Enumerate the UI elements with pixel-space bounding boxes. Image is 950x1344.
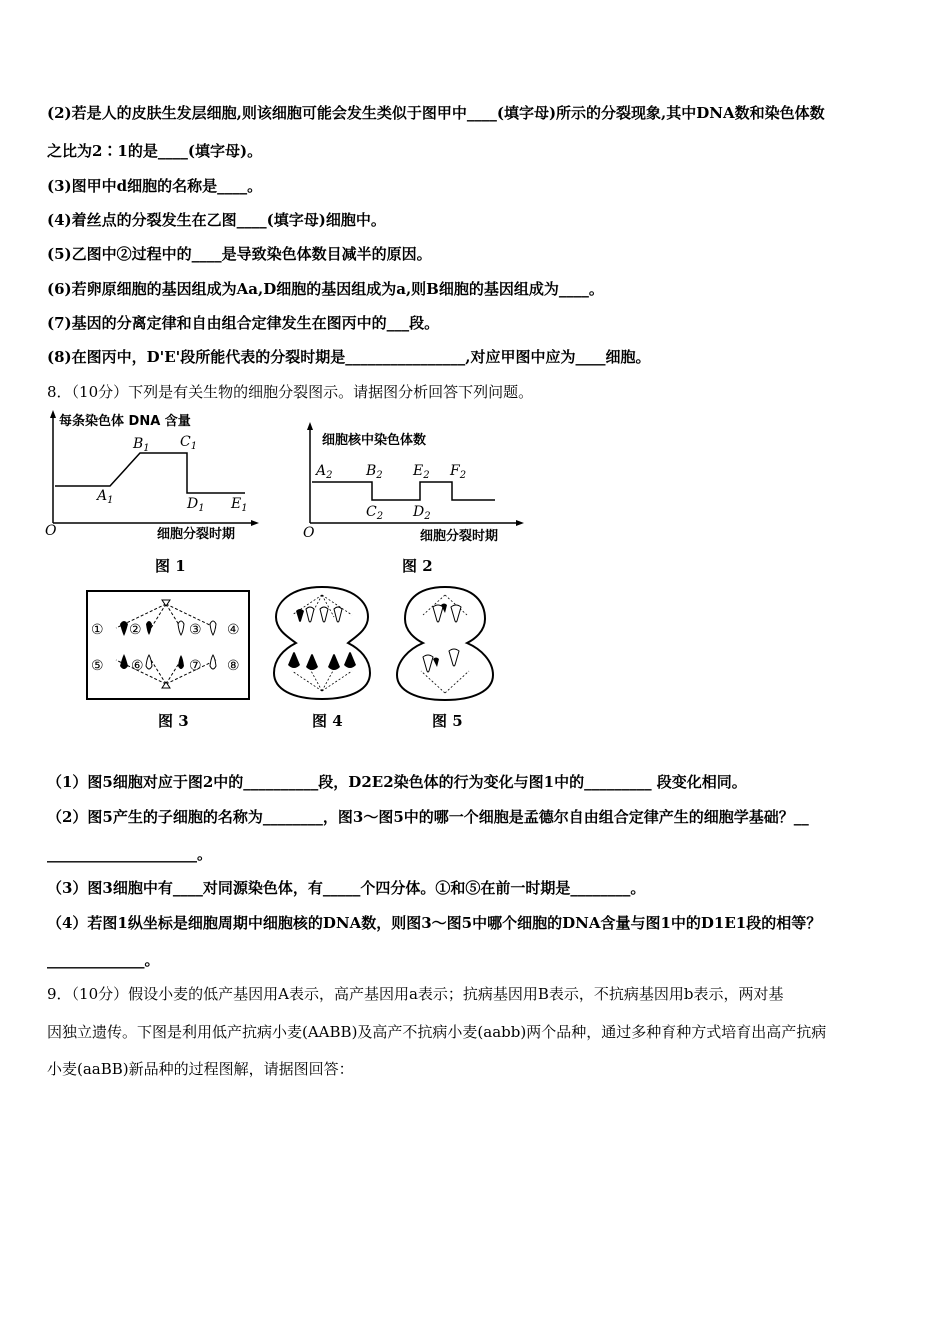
fig3-num-5: ⑤: [91, 658, 104, 674]
fig1-label-a1: $A_1$: [97, 488, 114, 506]
figure-2: [300, 422, 525, 548]
fig1-origin: O: [45, 523, 57, 539]
fig5-chromosomes-bottom: [423, 649, 459, 672]
fig4-caption: 图 4: [312, 712, 343, 730]
q8-question-4: （4）若图1纵坐标是细胞周期中细胞核的DNA数，则图3～图5中哪个细胞的DNA含量与图1中的D1E1段的相等？: [47, 914, 822, 932]
q8-question-3: （3）图3细胞中有____对同源染色体，有_____个四分体。①和⑤在前一时期是________。: [47, 879, 646, 897]
fig1-label-d1: $D_1$: [187, 496, 205, 514]
q8-question-2b: ____________________。: [47, 845, 213, 863]
fig3-num-4: ④: [227, 622, 240, 638]
fig3-caption: 图 3: [158, 712, 189, 730]
q7-line-8: (8)在图丙中，D'E'段所能代表的分裂时期是________________,对应甲图中应为____细胞。: [47, 348, 651, 366]
q7-line-4: (4)着丝点的分裂发生在乙图____(填字母)细胞中。: [47, 211, 386, 229]
fig3-centriole-top: [162, 600, 170, 606]
fig2-label-b2: $B_2$: [366, 463, 383, 481]
fig1-y-arrow: [50, 410, 56, 418]
fig2-label-c2: $C_2$: [366, 504, 384, 522]
fig4-chromosomes-bottom: [288, 652, 356, 670]
fig2-label-d2: $D_2$: [413, 504, 431, 522]
fig4-chromosomes-top: [296, 607, 342, 622]
fig1-label-b1: $B_1$: [133, 436, 150, 454]
fig3-centriole-bottom: [162, 682, 170, 688]
fig3-num-3: ③: [189, 622, 202, 638]
q7-line-6: (6)若卵原细胞的基因组成为Aa,D细胞的基因组成为a,则B细胞的基因组成为____。: [47, 280, 604, 298]
q7-line-7: (7)基因的分离定律和自由组合定律发生在图丙中的___段。: [47, 314, 440, 332]
fig2-label-f2: $F_2$: [450, 463, 467, 481]
fig2-origin: O: [303, 525, 315, 541]
fig1-x-arrow: [251, 520, 259, 526]
fig2-label-a2: $A_2$: [316, 463, 333, 481]
fig1-curve: [55, 453, 245, 493]
q8-question-4b: _____________。: [47, 951, 160, 969]
q7-line-3: (3)图甲中d细胞的名称是____。: [47, 177, 263, 195]
q8-question-1: （1）图5细胞对应于图2中的__________段，D2E2染色体的行为变化与图1中的_________ 段变化相同。: [47, 773, 747, 791]
q8-question-2: （2）图5产生的子细胞的名称为________，图3～图5中的哪一个细胞是孟德尔自由组合定律产生的细胞学基础？__: [47, 808, 809, 826]
fig1-label-c1: $C_1$: [180, 434, 198, 452]
fig2-x-arrow: [516, 520, 524, 526]
fig5-chromosomes-top: [433, 604, 461, 623]
q8-header: 8．（10分）下列是有关生物的细胞分裂图示。请据图分析回答下列问题。: [47, 383, 534, 401]
fig3-num-6: ⑥: [131, 658, 144, 674]
fig1-label-e1: $E_1$: [231, 496, 248, 514]
q7-line-2b: 之比为2∶1的是____(填字母)。: [47, 142, 263, 160]
figure-3: [86, 590, 250, 700]
fig1-caption: 图 1: [155, 557, 186, 575]
fig3-num-7: ⑦: [189, 658, 202, 674]
figure-4: [270, 585, 375, 703]
fig2-caption: 图 2: [402, 557, 433, 575]
fig2-y-arrow: [307, 422, 313, 430]
fig2-label-e2: $E_2$: [413, 463, 430, 481]
fig3-num-2: ②: [129, 622, 142, 638]
fig1-ylabel: 每条染色体 DNA 含量: [59, 414, 191, 429]
fig2-xlabel: 细胞分裂时期: [420, 529, 499, 544]
fig5-caption: 图 5: [432, 712, 463, 730]
fig3-num-8: ⑧: [227, 658, 240, 674]
fig3-num-1: ①: [91, 622, 104, 638]
figure-1: [45, 408, 260, 548]
q9-line-2: 因独立遗传。下图是利用低产抗病小麦(AABB)及高产不抗病小麦(aabb)两个品种，通过多种育种方式培育出高产抗病: [47, 1023, 827, 1041]
q9-line-3: 小麦(aaBB)新品种的过程图解，请据图回答：: [47, 1060, 354, 1078]
q7-line-5: (5)乙图中②过程中的____是导致染色体数目减半的原因。: [47, 245, 432, 263]
fig4-cell-outline: [274, 587, 370, 699]
q7-line-2: (2)若是人的皮肤生发层细胞,则该细胞可能会发生类似于图甲中____(填字母)所示的分裂现象,其中DNA数和染色体数: [47, 104, 825, 122]
fig2-ylabel: 细胞核中染色体数: [322, 433, 427, 448]
fig1-xlabel: 细胞分裂时期: [157, 527, 236, 542]
figure-5: [393, 585, 498, 703]
fig2-curve: [312, 482, 495, 500]
q9-line-1: 9．（10分）假设小麦的低产基因用A表示，高产基因用a表示；抗病基因用B表示，不抗病基因用b表示，两对基: [47, 985, 784, 1003]
